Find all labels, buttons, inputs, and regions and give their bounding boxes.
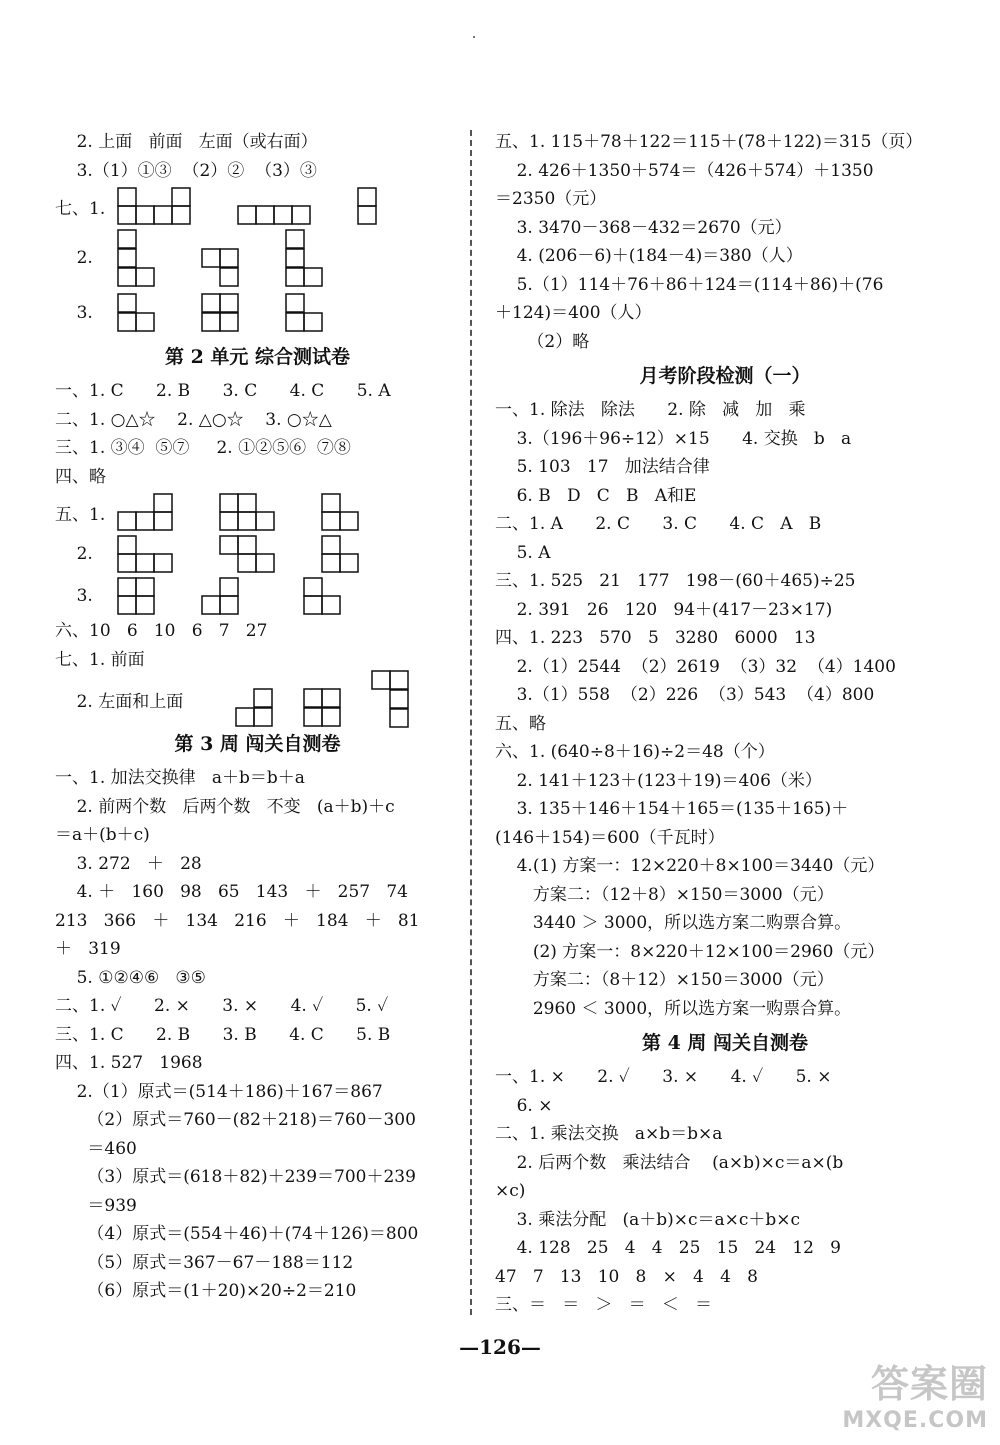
- block-view-figure: [201, 229, 241, 287]
- answer-line: 4. (206－6)＋(184－4)＝380（人）: [495, 246, 803, 266]
- block-view-figure: [117, 293, 157, 333]
- answer-line: 3. 乘法分配 (a＋b)×c＝a×c＋b×c: [495, 1209, 801, 1230]
- figure-label: 五、1.: [55, 504, 106, 525]
- answer-line: 5. ①②④⑥ ③⑤: [55, 967, 206, 988]
- figure-label: 2.: [55, 544, 93, 564]
- answer-line: 四、1. 527 1968: [55, 1053, 203, 1073]
- answer-line: 2.（1）原式＝(514＋186)＋167＝867: [55, 1081, 383, 1102]
- answer-line: 3440 ＞ 3000，所以选方案二购票合算。: [495, 913, 852, 933]
- block-view-figure: [117, 187, 193, 225]
- answer-line: 3.（1）558 （2）226 （3）543 （4）800: [495, 685, 875, 705]
- answer-line: 方案二：（12＋8）×150＝3000（元）: [495, 884, 834, 905]
- answer-line: 三、1. ③④ ⑤⑦ 2. ①②⑤⑥ ⑦⑧: [55, 438, 351, 458]
- answer-line: 2960 ＜ 3000，所以选方案一购票合算。: [495, 998, 852, 1019]
- answer-line: 一、1. × 2. ✓ 3. × 4. ✓ 5. ×: [495, 1067, 832, 1087]
- answer-line: 三、1. C 2. B 3. B 4. C 5. B: [55, 1024, 391, 1045]
- answer-line: （2）原式＝760－(82＋218)＝760－300: [55, 1110, 416, 1130]
- answer-line: 2.（1）2544 （2）2619 （3）32 （4）1400: [495, 656, 896, 677]
- block-view-figure: [117, 493, 175, 531]
- answer-line: ＝460: [55, 1138, 137, 1159]
- answer-line: ＝2350（元）: [495, 189, 607, 209]
- answer-line: 一、1. 加法交换律 a＋b＝b＋a: [55, 768, 305, 788]
- block-view-figure: [237, 205, 313, 225]
- answer-line: 五、1. 115＋78＋122＝115＋(78＋122)＝315（页）: [495, 132, 923, 152]
- block-view-figure: [235, 688, 275, 728]
- watermark-text: 答案圈: [870, 1362, 988, 1406]
- answer-line: 2. 前两个数 后两个数 不变 (a＋b)＋c: [55, 796, 395, 817]
- left-column: [55, 128, 460, 1306]
- answer-line: 4. ＋ 160 98 65 143 ＋ 257 74: [55, 882, 408, 902]
- answer-line: 3.（1）①③ （2）② （3）③: [55, 160, 317, 181]
- figure-label: 2. 左面和上面: [55, 691, 184, 712]
- answer-line: 47 7 13 10 8 × 4 4 8: [495, 1266, 758, 1287]
- answer-line: 3. 272 ＋ 28: [55, 853, 202, 874]
- block-view-figure: [285, 229, 325, 287]
- answer-line: 2. 426＋1350＋574＝（426＋574）＋1350: [495, 160, 874, 181]
- figure-row: [55, 575, 460, 617]
- watermark-url: MXQE.COM: [842, 1408, 988, 1433]
- answer-line: 二、1. A 2. C 3. C 4. C A B: [495, 514, 822, 534]
- column-divider: [470, 130, 472, 1315]
- figure-row: [55, 491, 460, 533]
- figure-label: 七、1.: [55, 198, 106, 219]
- figure-label: 3.: [55, 303, 93, 323]
- block-view-figure: [303, 688, 343, 728]
- answer-line: ＝a＋(b＋c): [55, 825, 150, 845]
- block-view-figure: [219, 535, 277, 573]
- answer-line: 5.（1）114＋76＋86＋124＝(114＋86)＋(76: [495, 274, 884, 295]
- block-view-figure: [285, 293, 325, 333]
- answer-line: （5）原式＝367－67－188＝112: [55, 1252, 354, 1273]
- answer-line: 三、＝ ＝ ＞ ＝ ＜ ＝: [495, 1295, 713, 1315]
- answer-line: 2. 391 26 120 94＋(417－23×17): [495, 599, 833, 620]
- section-heading: 第 2 单元 综合测试卷: [164, 346, 351, 368]
- figure-row: [55, 533, 460, 575]
- answer-line: (146＋154)＝600（千瓦时）: [495, 827, 725, 848]
- answer-line: 5. 103 17 加法结合律: [495, 457, 710, 477]
- section-heading: 第 3 周 闯关自测卷: [174, 733, 341, 755]
- answer-line: 五、略: [495, 713, 546, 734]
- block-view-figure: [357, 187, 379, 225]
- block-view-figure: [201, 577, 259, 615]
- block-view-figure: [117, 229, 157, 287]
- answer-line: ×c): [495, 1181, 526, 1201]
- figure-row: [55, 185, 460, 227]
- answer-line: (2) 方案一：8×220＋12×100＝2960（元）: [495, 941, 885, 962]
- answer-line: 6. B D C B A和E: [495, 485, 697, 506]
- answer-line: （2）略: [495, 331, 590, 352]
- answer-line: 二、1. 乘法交换 a×b＝b×a: [495, 1124, 723, 1144]
- answer-line: 七、1. 前面: [55, 649, 145, 670]
- answer-line: 四、1. 223 570 5 3280 6000 13: [495, 628, 816, 648]
- answer-line: 二、1. ○△☆ 2. △○☆ 3. ○☆△: [55, 409, 332, 430]
- answer-line: ＝939: [55, 1195, 137, 1216]
- answer-line: 二、1. ✓ 2. × 3. × 4. ✓ 5. ✓: [55, 996, 389, 1016]
- answer-line: ＋ 319: [55, 939, 121, 959]
- scan-dot: [473, 36, 475, 38]
- block-view-figure: [303, 577, 343, 615]
- answer-line: 213 366 ＋ 134 216 ＋ 184 ＋ 81: [55, 910, 420, 931]
- answer-line: 六、1. (640÷8＋16)÷2＝48（个）: [495, 742, 775, 762]
- answer-line: 2. 141＋123＋(123＋19)＝406（米）: [495, 770, 822, 791]
- answer-line: （3）原式＝(618＋82)＋239＝700＋239: [55, 1167, 416, 1187]
- answer-line: 4. 128 25 4 4 25 15 24 12 9: [495, 1238, 841, 1258]
- answer-block: [495, 1063, 955, 1320]
- figure-label: 2.: [55, 248, 93, 268]
- answer-block: [495, 396, 955, 1023]
- answer-line: 一、1. C 2. B 3. C 4. C 5. A: [55, 381, 391, 401]
- block-view-figure: [219, 493, 277, 531]
- answer-line: 4.(1) 方案一：12×220＋8×100＝3440（元）: [495, 856, 885, 876]
- figure-row: [55, 674, 460, 724]
- answer-block: [495, 128, 955, 356]
- answer-line: （4）原式＝(554＋46)＋(74＋126)＝800: [55, 1224, 419, 1244]
- answer-line: 六、10 6 10 6 7 27: [55, 621, 268, 641]
- answer-line: 5. A: [495, 542, 551, 563]
- answer-line: 6. ×: [495, 1095, 553, 1116]
- block-view-figure: [117, 577, 157, 615]
- page-number: —126—: [459, 1335, 541, 1359]
- block-view-figure: [117, 535, 175, 573]
- block-view-figure: [371, 670, 411, 728]
- answer-line: ＋124)＝400（人）: [495, 303, 652, 323]
- figure-row: [55, 289, 460, 337]
- answer-line: 2. 后两个数 乘法结合 (a×b)×c＝a×(b: [495, 1152, 844, 1173]
- right-column: [495, 128, 955, 1320]
- section-heading: 月考阶段检测（一）: [639, 365, 811, 387]
- answer-line: 方案二：（8＋12）×150＝3000（元）: [495, 970, 834, 990]
- answer-line: （6）原式＝(1＋20)×20÷2＝210: [55, 1281, 357, 1301]
- answer-line: 一、1. 除法 除法 2. 除 减 加 乘: [495, 400, 806, 420]
- answer-line: 三、1. 525 21 177 198－(60＋465)÷25: [495, 571, 856, 591]
- watermark-logo: [842, 1353, 988, 1433]
- block-view-figure: [321, 493, 361, 531]
- figure-label: 3.: [55, 586, 93, 606]
- section-heading: 第 4 周 闯关自测卷: [641, 1032, 809, 1054]
- answer-line: 3. 135＋146＋154＋165＝(135＋165)＋: [495, 799, 849, 819]
- answer-line: 3. 3470－368－432＝2670（元）: [495, 217, 792, 238]
- answer-line: 2. 上面 前面 左面（或右面）: [55, 132, 318, 152]
- answer-block: [55, 764, 460, 1306]
- figure-row: [55, 227, 460, 289]
- answer-line: 3.（196＋96÷12）×15 4. 交换 b a: [495, 428, 852, 449]
- answer-line: 四、略: [55, 466, 106, 487]
- block-view-figure: [321, 535, 361, 573]
- block-view-figure: [201, 293, 241, 333]
